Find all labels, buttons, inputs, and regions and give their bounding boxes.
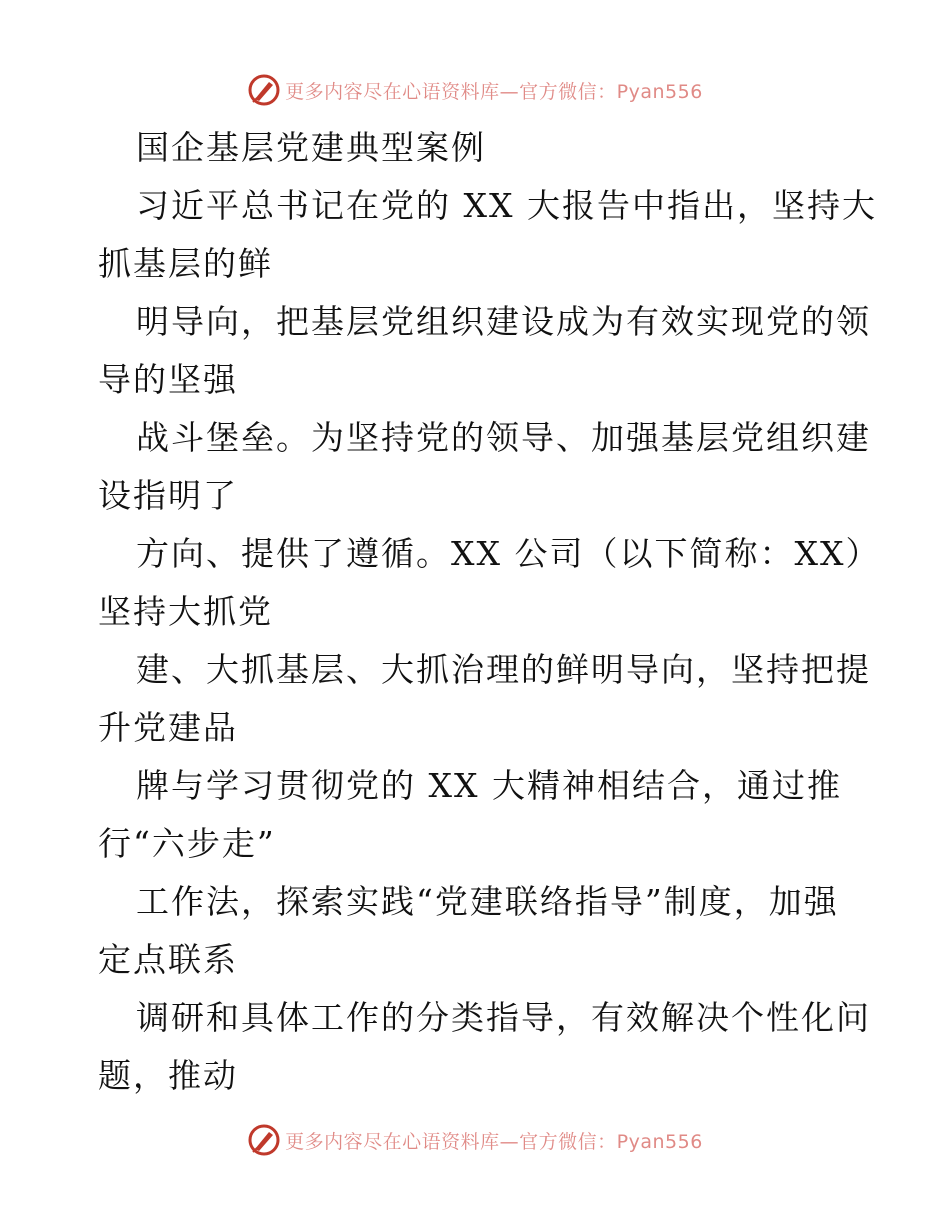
pen-quill-logo-icon [247, 1123, 281, 1157]
watermark-header [0, 70, 950, 110]
text-line: 习近平总书记在党的 XX 大报告中指出，坚持大 [136, 186, 877, 225]
document-title: 国企基层党建典型案例 [136, 128, 486, 167]
watermark-text: 更多内容尽在心语资料库—官方微信：Pyan556 [285, 1130, 703, 1153]
text-line: 坚持大抓党 [98, 592, 273, 631]
text-line: 战斗堡垒。为坚持党的领导、加强基层党组织建 [136, 418, 871, 457]
text-line: 升党建品 [98, 708, 238, 747]
text-line: 行“六步走” [98, 824, 276, 863]
watermark-text: 更多内容尽在心语资料库—官方微信：Pyan556 [285, 80, 703, 103]
text-line: 明导向，把基层党组织建设成为有效实现党的领 [136, 302, 871, 341]
text-line: 导的坚强 [98, 360, 238, 399]
text-line: 方向、提供了遵循。XX 公司（以下简称：XX） [136, 534, 881, 573]
text-line: 定点联系 [98, 940, 238, 979]
pen-quill-logo-icon [247, 73, 281, 107]
text-line: 设指明了 [98, 476, 238, 515]
text-line: 调研和具体工作的分类指导，有效解决个性化问 [136, 998, 871, 1037]
text-line: 牌与学习贯彻党的 XX 大精神相结合，通过推 [136, 766, 842, 805]
text-line: 抓基层的鲜 [98, 244, 273, 283]
watermark-footer [0, 1120, 950, 1160]
text-line: 工作法，探索实践“党建联络指导”制度，加强 [136, 882, 839, 921]
text-line: 建、大抓基层、大抓治理的鲜明导向，坚持把提 [136, 650, 871, 689]
text-line: 题，推动 [98, 1056, 238, 1095]
